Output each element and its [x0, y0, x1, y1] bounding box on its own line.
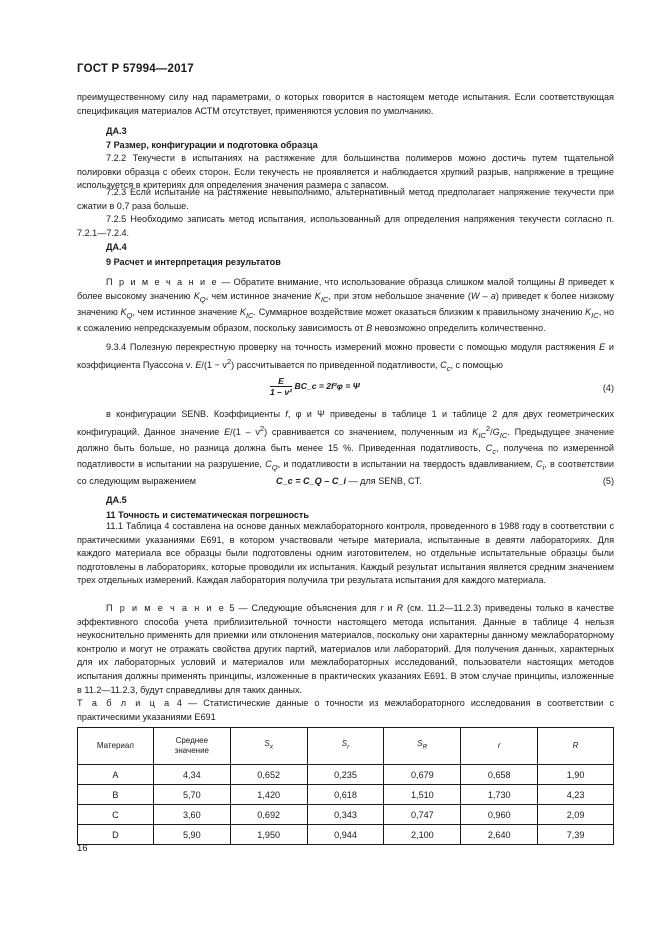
- table-header-cell: r: [461, 728, 538, 765]
- equation-5-number: (5): [602, 476, 614, 486]
- equation-5: [276, 476, 422, 486]
- paragraph-7-2-3: 7.2.3 Если испытание на растяжение невыполнимо, альтернативный метод предполагает напряжение текучести при сжатии в 0,7 раза больше.: [77, 187, 614, 211]
- intro-paragraph: преимущественному силу над параметрами, о которых говорится в настоящем методе испытания. Если соответствующая спецификация материалов АСТМ отсутствует, применяются условия по умолчанию.: [77, 92, 614, 116]
- equation-5-tail: — для SENB, CT.: [346, 476, 422, 486]
- table-row: [78, 825, 614, 845]
- table-cell: 0,618: [307, 785, 384, 805]
- table-cell: 4,23: [538, 785, 614, 805]
- table-cell: 0,658: [461, 765, 538, 785]
- section-da3-label: ДА.3: [106, 126, 127, 136]
- precision-table: [77, 727, 614, 845]
- table-header-cell: $S_R$: [384, 728, 461, 765]
- note-5-paragraph: [77, 602, 614, 697]
- table-header-row: [78, 728, 614, 765]
- document-header: ГОСТ Р 57994—2017: [77, 63, 194, 75]
- table-header-cell: Среднее значение: [153, 728, 230, 765]
- section-da5-label: ДА.5: [106, 495, 127, 505]
- table-cell: 3,60: [153, 805, 230, 825]
- equation-5-formula: C_c = C_Q – C_i: [276, 476, 347, 486]
- table-header-cell: $S_x$: [230, 728, 307, 765]
- paragraph-7-2-2: 7.2.2 Текучести в испытаниях на растяжение для большинства полимеров можно достичь путем тщательной полировки образца с обеих сторон. Если текучесть не проявляется и наблюдается хрупкий разрыв, напряжение в трещине используется в критериях для определения значения размера с запасом.: [77, 153, 614, 191]
- table-cell: 5,90: [153, 825, 230, 845]
- section-da4-label: ДА.4: [106, 242, 127, 252]
- section-9-heading: 9 Расчет и интерпретация результатов: [106, 257, 281, 267]
- table-row: [78, 785, 614, 805]
- table-cell: B: [78, 785, 154, 805]
- table-row: [78, 765, 614, 785]
- section-7-heading: 7 Размер, конфигурации и подготовка образца: [106, 140, 318, 150]
- table-header-cell: R: [538, 728, 614, 765]
- table-cell: 1,510: [384, 785, 461, 805]
- note-5-text: 5 — Следующие объяснения для r и R (см. 11.2—11.2.3) приведены только в качестве эффективного способа учета приблизительной точности настоящего метода испытания. Данные в таблице 4 нельзя неукоснительно применять для приемки или отклонения материалов, поскольку они характерны данному межлабораторному контролю и могут не отражать свойства других партий, материалов или лабораторий. Для получения данных, характерных для их лабораторных условий и материалов или межлабораторных исследований, пользователи настоящих методов испытания должны применять принципы, изложенные в практических указаниях E691. В этом случае принципы, изложенные в 11.2—11.2.3, будут справедливы для таких данных.: [77, 603, 614, 695]
- note-label: П р и м е ч а н и е: [106, 277, 219, 287]
- table-cell: 0,960: [461, 805, 538, 825]
- table-cell: 1,730: [461, 785, 538, 805]
- table-cell: 0,235: [307, 765, 384, 785]
- table-caption-text: 4 — Статистические данные о точности из межлабораторного исследования в соответствии с практическими указаниями E691: [77, 698, 614, 722]
- table-row: [78, 805, 614, 825]
- paragraph-11-1: 11.1 Таблица 4 составлена на основе данных межлабораторного контроля, проведенного в 1988 году в соответствии с практическими указаниями E691, в котором участвовали четыре материала, испытанные в девяти лабораториях. Для каждого материала все образцы были подготовлены одним изготовителем, но отдельные испытательные образцы были подготовлены в лабораториях, которые проводили их испытания. Каждый результат испытания является средним значением трех отдельных измерений. Каждая лаборатория получила три результата испытания для каждого материала.: [77, 521, 614, 586]
- note-paragraph: [77, 276, 614, 336]
- section-11-heading: 11 Точность и систематическая погрешность: [106, 510, 309, 520]
- table-cell: 0,747: [384, 805, 461, 825]
- table-cell: 2,640: [461, 825, 538, 845]
- paragraph-9-3-4: 9.3.4 Полезную перекрестную проверку на точность измерений можно провести с помощью модуля растяжения E и коэффициента Пуассона ν. $E/(1 - \nu^2)$ рассчитывается по приведенной податливости, $C_c$, с помощью: [77, 342, 614, 373]
- paragraph-7-2-5: 7.2.5 Необходимо записать метод испытания, использованный для определения напряжения текучести согласно п. 7.2.1—7.2.4.: [77, 214, 614, 238]
- table-cell: 0,652: [230, 765, 307, 785]
- table-cell: C: [78, 805, 154, 825]
- equation-4: [270, 376, 360, 397]
- table-cell: 0,343: [307, 805, 384, 825]
- table-cell: 2,100: [384, 825, 461, 845]
- equation-4-numerator: E: [270, 376, 292, 387]
- table-cell: 4,34: [153, 765, 230, 785]
- equation-4-rest: BC_c = 2f²φ = Ψ: [294, 380, 360, 391]
- table-caption: [77, 697, 614, 724]
- table-cell: 1,950: [230, 825, 307, 845]
- table-cell: 7,39: [538, 825, 614, 845]
- equation-4-denominator: 1 – ν²: [270, 387, 292, 397]
- paragraph-senb: в конфигурации SENB. Коэффициенты f, φ и Ψ приведены в таблице 1 и таблице 2 для двух геометрических конфигураций. Данное значение $E/(1 - \nu^2)$ сравнивается со значением, полученным из $K_{IC}^2/G_{IC}$. Предыдущее значение должно быть больше, но разница должна быть менее 15 %. Приведенная податливость, $C_c$, получена по измеренной податливости в испытании на разрушение, $C_Q$, и податливости в испытании на твердость вдавливанием, $C_i$, в соответствии со следующим выражением: [77, 409, 615, 486]
- page-number: 16: [77, 843, 88, 854]
- table-header-cell: $S_r$: [307, 728, 384, 765]
- table-cell: 0,692: [230, 805, 307, 825]
- equation-4-fraction: [270, 376, 292, 397]
- table-cell: 0,944: [307, 825, 384, 845]
- table-cell: A: [78, 765, 154, 785]
- equation-4-number: (4): [602, 383, 614, 393]
- table-cell: 1,90: [538, 765, 614, 785]
- table-caption-label: Т а б л и ц а: [77, 698, 171, 708]
- note-5-label: П р и м е ч а н и е: [106, 603, 226, 613]
- table-cell: 2,09: [538, 805, 614, 825]
- note-text: — Обратите внимание, что использование образца слишком малой толщины B приведет к более высокому значению $K_Q$, чем истинное значение $K_{IC}$, при этом небольшое значение (W – a) приведет к более низкому значению $K_Q$, чем истинное значение $K_{IC}$. Суммарное воздействие может оказаться близким к правильному значению $K_{IC}$, но к сожалению непредсказуемым образом, поскольку зависимость от B невозможно определить количественно.: [77, 277, 615, 334]
- table-cell: D: [78, 825, 154, 845]
- table-cell: 1,420: [230, 785, 307, 805]
- table-cell: 0,679: [384, 765, 461, 785]
- table-body: [78, 765, 614, 845]
- table-cell: 5,70: [153, 785, 230, 805]
- table-header-cell: Материал: [78, 728, 154, 765]
